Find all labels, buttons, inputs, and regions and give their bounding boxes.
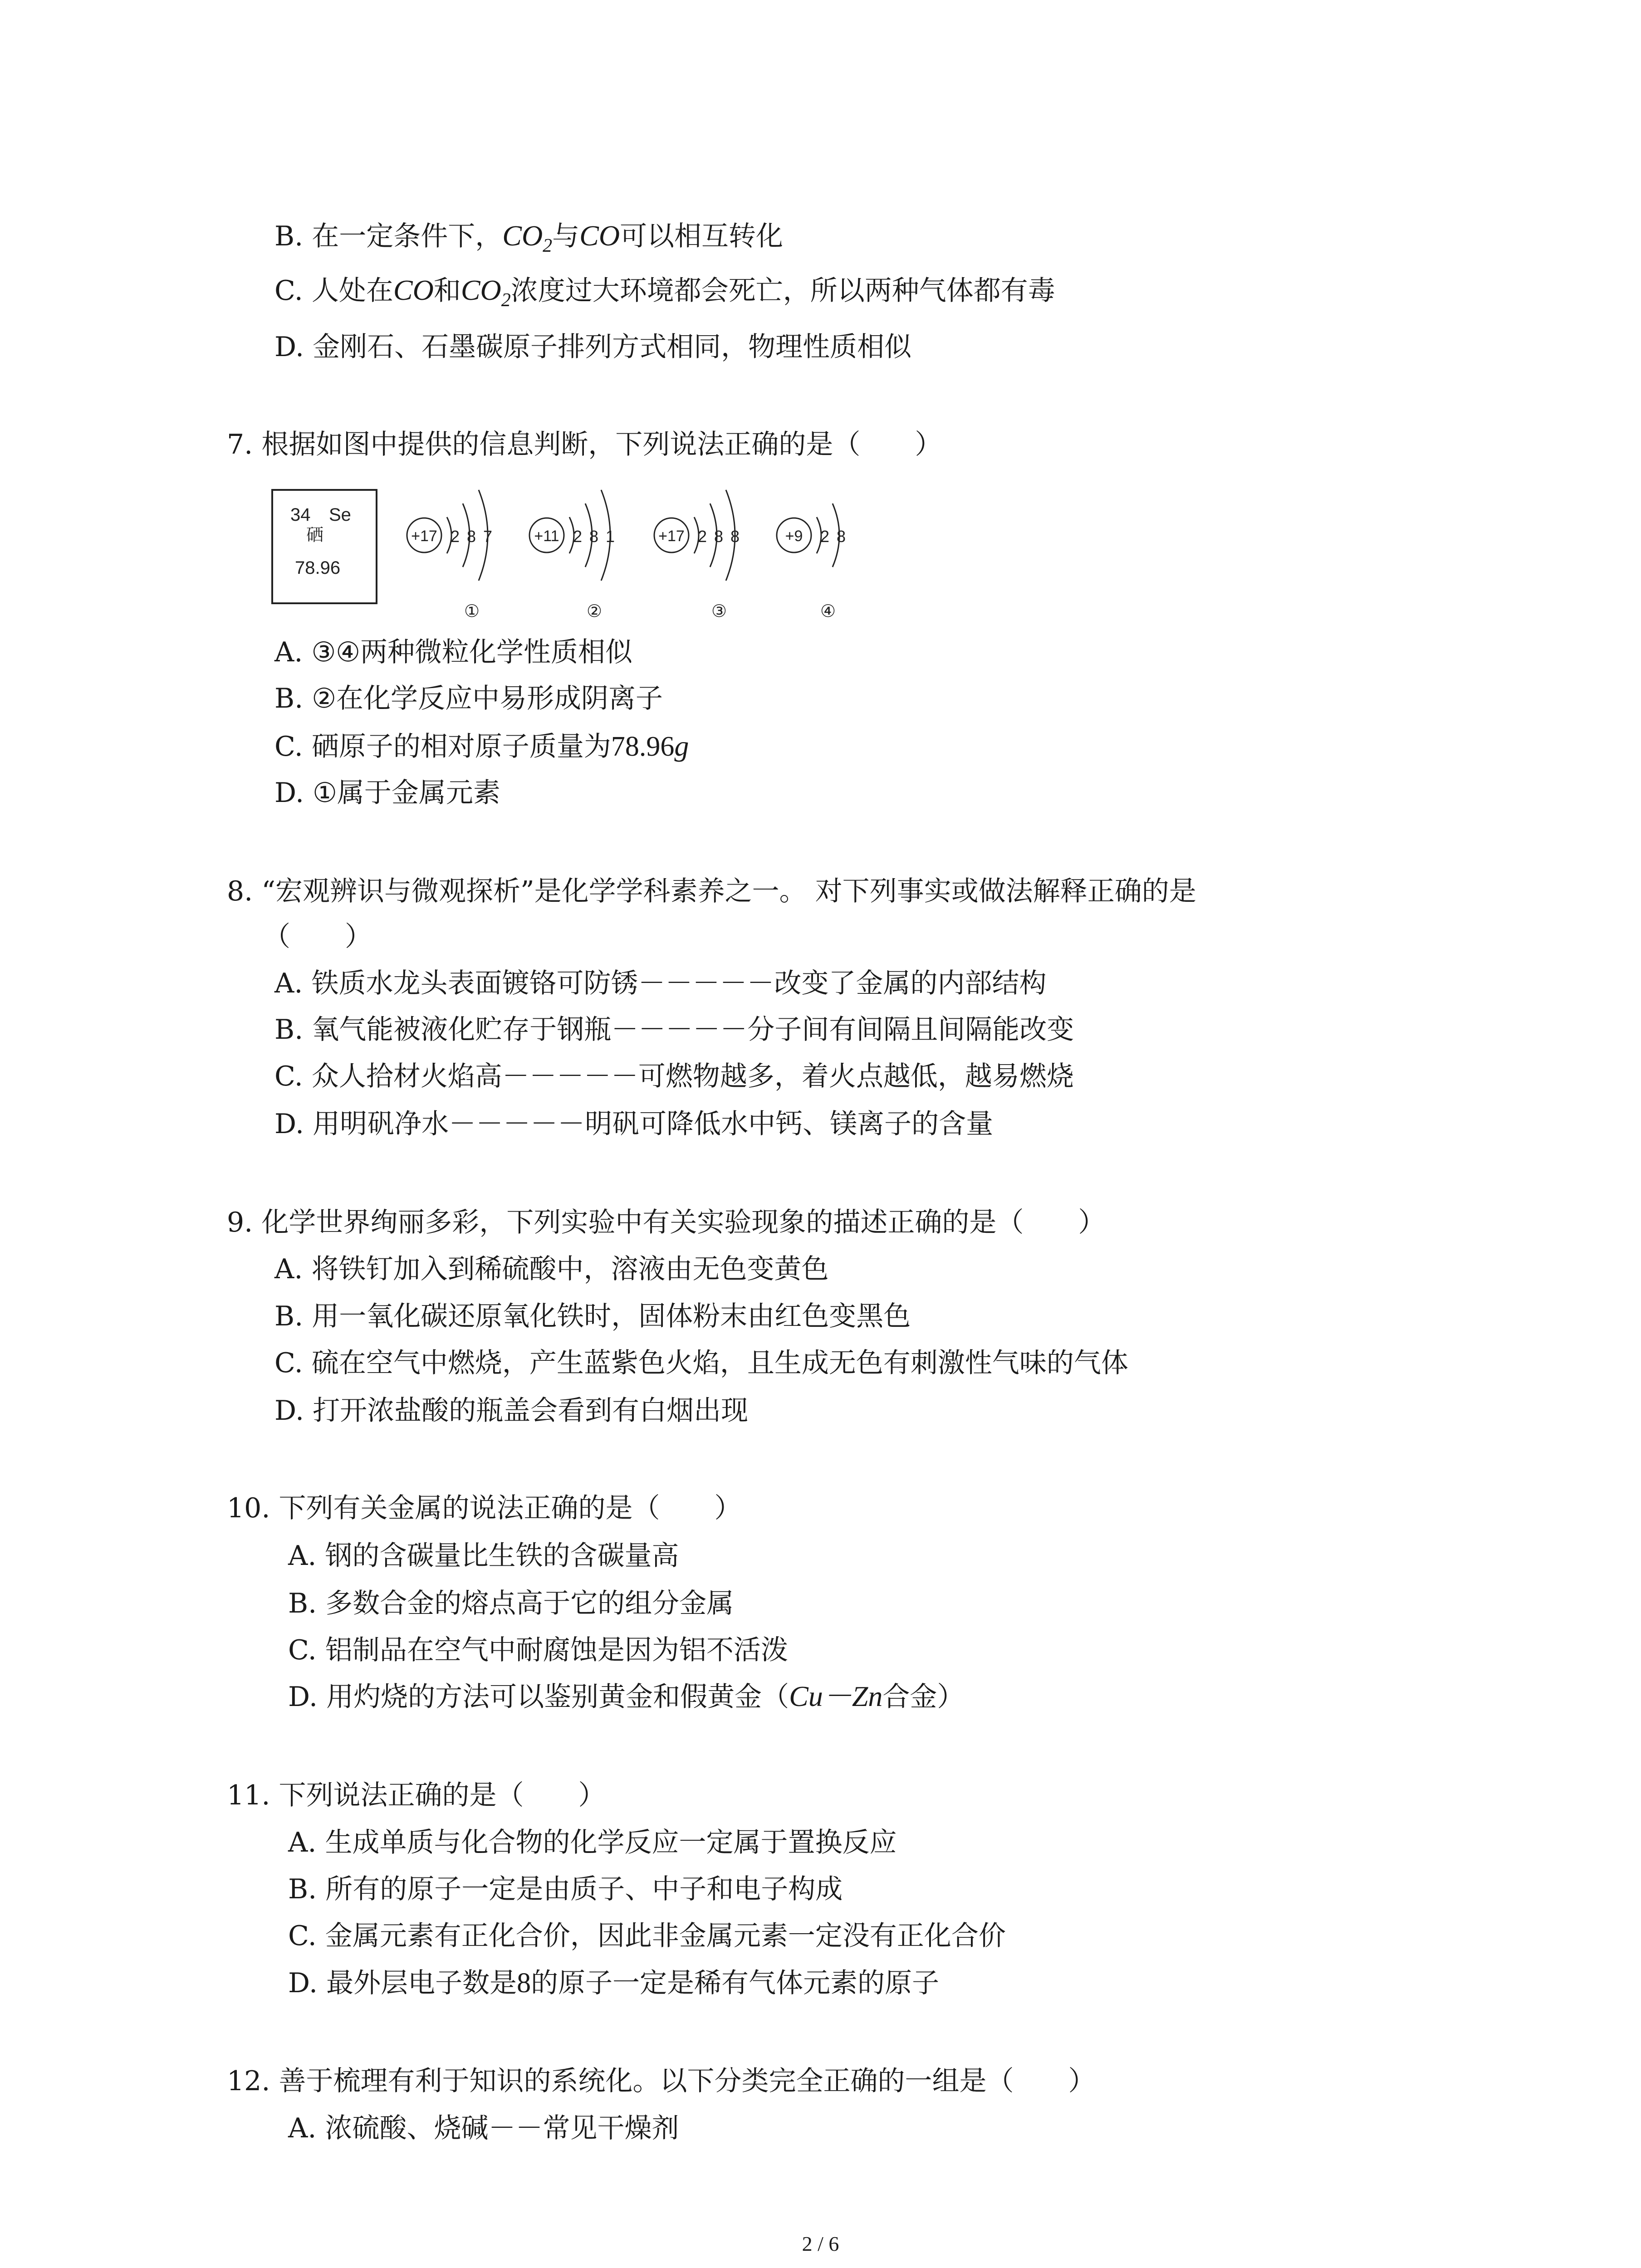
q7-option-b: B. ②在化学反应中易形成阴离子	[274, 683, 663, 714]
structure-label: ②	[586, 602, 603, 621]
atom-structure-3	[654, 490, 740, 621]
q11-stem: 11. 下列说法正确的是（ ）	[227, 1779, 606, 1811]
structure-label: ①	[464, 602, 480, 621]
q8-option-a: A. 铁质水龙头表面镀铬可防锈－－－－－改变了金属的内部结构	[274, 968, 1047, 999]
q6-option-d: D. 金刚石、石墨碳原子排列方式相同，物理性质相似	[274, 331, 912, 363]
q11-option-c: C. 金属元素有正化合价，因此非金属元素一定没有正化合价	[288, 1920, 1006, 1952]
page-number: 2 / 6	[802, 2232, 839, 2255]
shell-count: 2	[820, 527, 830, 546]
q9-option-d: D. 打开浓盐酸的瓶盖会看到有白烟出现	[274, 1395, 749, 1427]
q12-stem: 12. 善于梳理有利于知识的系统化。以下分类完全正确的一组是（ ）	[227, 2065, 1096, 2097]
q7-figure	[268, 467, 903, 631]
element-symbol: Se	[329, 505, 351, 525]
shell-count: 8	[714, 527, 724, 546]
q10-option-b: B. 多数合金的熔点高于它的组分金属	[288, 1588, 734, 1619]
q8-option-c: C. 众人拾材火焰高－－－－－可燃物越多，着火点越低，越易燃烧	[274, 1061, 1074, 1092]
q7-option-c: C. 硒原子的相对原子质量为78.96g	[274, 730, 689, 763]
q8-stem: 8. “宏观辨识与微观探析”是化学学科素养之一。 对下列事实或做法解释正确的是	[227, 875, 1196, 907]
selenium-element-card	[272, 490, 377, 603]
q10-option-c: C. 铝制品在空气中耐腐蚀是因为铝不活泼	[288, 1634, 788, 1666]
structure-label: ④	[820, 602, 836, 621]
element-number: 34	[290, 505, 311, 525]
q11-option-d: D. 最外层电子数是8的原子一定是稀有气体元素的原子	[288, 1967, 940, 1999]
shell-count: 8	[730, 527, 740, 546]
element-name: 硒	[306, 526, 324, 545]
shell-count: 1	[606, 527, 615, 546]
q11-option-b: B. 所有的原子一定是由质子、中子和电子构成	[288, 1873, 843, 1905]
nucleus-label: +9	[785, 528, 803, 545]
q12-option-a: A. 浓硫酸、烧碱－－常见干燥剂	[288, 2112, 679, 2144]
shell-count: 7	[483, 527, 493, 546]
shell-count: 8	[837, 527, 846, 546]
q8-stem-bracket: （ ）	[263, 921, 372, 953]
atom-structure-4	[777, 503, 846, 621]
structure-label: ③	[711, 602, 727, 621]
q11-option-a: A. 生成单质与化合物的化学反应一定属于置换反应	[288, 1827, 897, 1858]
shell-count: 8	[467, 527, 476, 546]
q7-option-d: D. ①属于金属元素	[274, 777, 500, 809]
q9-option-a: A. 将铁钉加入到稀硫酸中，溶液由无色变黄色	[274, 1253, 829, 1285]
nucleus-label: +17	[411, 528, 437, 545]
q8-option-d: D. 用明矾净水－－－－－明矾可降低水中钙、镁离子的含量	[274, 1108, 994, 1140]
q10-stem: 10. 下列有关金属的说法正确的是（ ）	[227, 1492, 742, 1524]
q10-option-a: A. 钢的含碳量比生铁的含碳量高	[288, 1540, 679, 1572]
atom-structure-1	[407, 490, 492, 621]
shell-count: 2	[698, 527, 707, 546]
q9-stem: 9. 化学世界绚丽多彩，下列实验中有关实验现象的描述正确的是（ ）	[227, 1207, 1106, 1238]
nucleus-label: +17	[658, 528, 685, 545]
nucleus-label: +11	[534, 528, 559, 545]
element-mass: 78.96	[295, 558, 341, 578]
atom-structure-2	[529, 490, 615, 621]
q7-option-a: A. ③④两种微粒化学性质相似	[274, 636, 633, 668]
q9-option-b: B. 用一氧化碳还原氧化铁时，固体粉末由红色变黑色	[274, 1300, 911, 1332]
q6-option-c: C. 人处在CO和$CO_2$浓度过大环境都会死亡，所以两种气体都有毒	[274, 274, 1055, 311]
q6-option-b: B. 在一定条件下，$CO_2$与CO可以相互转化	[274, 220, 784, 256]
q8-option-b: B. 氧气能被液化贮存于钢瓶－－－－－分子间有间隔且间隔能改变	[274, 1014, 1074, 1046]
shell-count: 2	[451, 527, 460, 546]
shell-count: 8	[589, 527, 599, 546]
shell-count: 2	[573, 527, 583, 546]
q9-option-c: C. 硫在空气中燃烧，产生蓝紫色火焰，且生成无色有刺激性气味的气体	[274, 1347, 1128, 1379]
q10-option-d: D. 用灼烧的方法可以鉴别黄金和假黄金（Cu－Zn合金）	[288, 1680, 965, 1713]
q7-stem: 7. 根据如图中提供的信息判断，下列说法正确的是（ ）	[227, 429, 942, 460]
